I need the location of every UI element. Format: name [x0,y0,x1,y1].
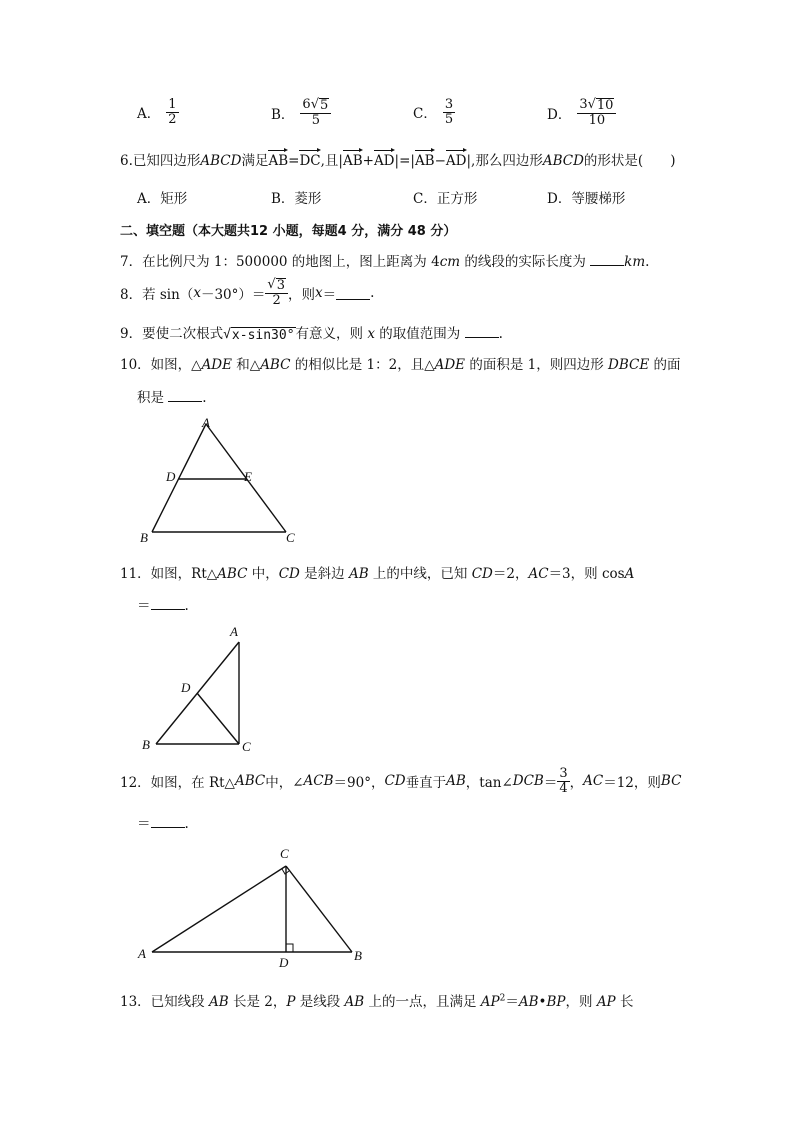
answer-blank[interactable] [151,815,185,828]
vector: AD [446,148,467,169]
fraction: $\frac{3}{4}$ [559,765,568,796]
label-B: B [142,737,150,752]
vector: AD [374,148,395,169]
label-C: C [280,846,289,861]
q11-triangle-figure [130,622,270,758]
question-8: 8．若 sin（ x －30°）＝ √ 3 2 ，则 x ＝ . [120,277,375,308]
q5-option-d[interactable]: D． 3√ 10 10 [547,98,616,127]
vector: AB [415,148,435,169]
fraction: 6√ 5 5 [300,98,331,127]
sqrt: √ x-sin30° [223,327,295,343]
question-10-cont: 积是 . [137,390,207,406]
answer-blank[interactable] [590,253,624,266]
question-6: 6.已知四边形ABCD满足AB=DC,且|AB+AD|=|AB−AD|,那么四边形ABCD的形状是( ) [120,148,675,169]
question-12: 12．如图，在 Rt△ ABC 中，∠ ACB ＝90°， CD 垂直于 AB ，tan∠ DCB ＝ $\frac{3}{4}$ ， AC ＝12，则 BC [120,765,682,796]
label-D: D [181,680,191,695]
fraction: 3√ 10 10 [577,98,616,127]
q5-option-a[interactable]: A． $\frac{1}{2}$ [137,97,177,127]
label-A: A [230,624,238,639]
q5-option-c[interactable]: C． $\frac{3}{5}$ [413,97,454,127]
q5-options [137,98,697,138]
label-E: E [244,469,252,484]
answer-blank[interactable] [336,287,370,300]
question-9: 9．要使二次根式√ x-sin30° 有意义，则 x 的取值范围为 . [120,326,503,343]
sqrt: √ 3 [267,277,285,294]
q12-triangle-figure [130,840,380,972]
question-7: 7．在比例尺为 1：500000 的地图上，图上距离为 4cm 的线段的实际长度为 km. [120,254,650,270]
label-A: A [138,946,146,961]
sqrt: √ 5 [310,97,329,113]
q6-option-d[interactable]: D．等腰梯形 [547,191,626,207]
fraction: $\frac{1}{2}$ [168,97,177,127]
question-11-cont: ＝ . [137,598,189,614]
section-heading: 二、填空题（本大题共12 小题，每题4 分，满分 48 分） [120,224,457,239]
q6-option-a[interactable]: A．矩形 [137,191,188,207]
answer-blank[interactable] [168,389,202,402]
label-D: D [279,955,289,970]
answer-blank[interactable] [151,597,185,610]
label-A: A [202,415,210,430]
fraction: √ 3 2 [265,278,288,307]
vector: AB [268,148,288,169]
q10-triangle-figure [130,412,310,550]
question-12-cont: ＝ . [137,816,189,832]
vector: DC [299,148,320,169]
q6-option-c[interactable]: C．正方形 [413,191,478,207]
answer-blank[interactable] [465,325,499,338]
q5-option-b[interactable]: B． 6√ 5 5 [271,98,331,127]
question-13: 13．已知线段 AB 长是 2，P 是线段 AB 上的一点，且满足 $AP^2=AB•BP$，则 AP 长 [120,993,634,1010]
vector: AB [343,148,363,169]
label-D: D [166,469,176,484]
question-11: 11．如图，Rt△ABC 中，CD 是斜边 AB 上的中线，已知 CD＝2，AC＝3，则 cosA [120,566,635,582]
label-B: B [140,530,148,545]
label-C: C [242,739,251,754]
label-B: B [354,948,362,963]
question-10: 10．如图，△ADE 和△ABC 的相似比是 1：2，且△ADE 的面积是 1，则四边形 DBCE 的面 [120,357,681,373]
label-C: C [286,530,295,545]
sqrt: √ 10 [587,97,614,113]
fraction: $\frac{3}{5}$ [444,97,454,127]
q6-option-b[interactable]: B．菱形 [271,191,322,207]
